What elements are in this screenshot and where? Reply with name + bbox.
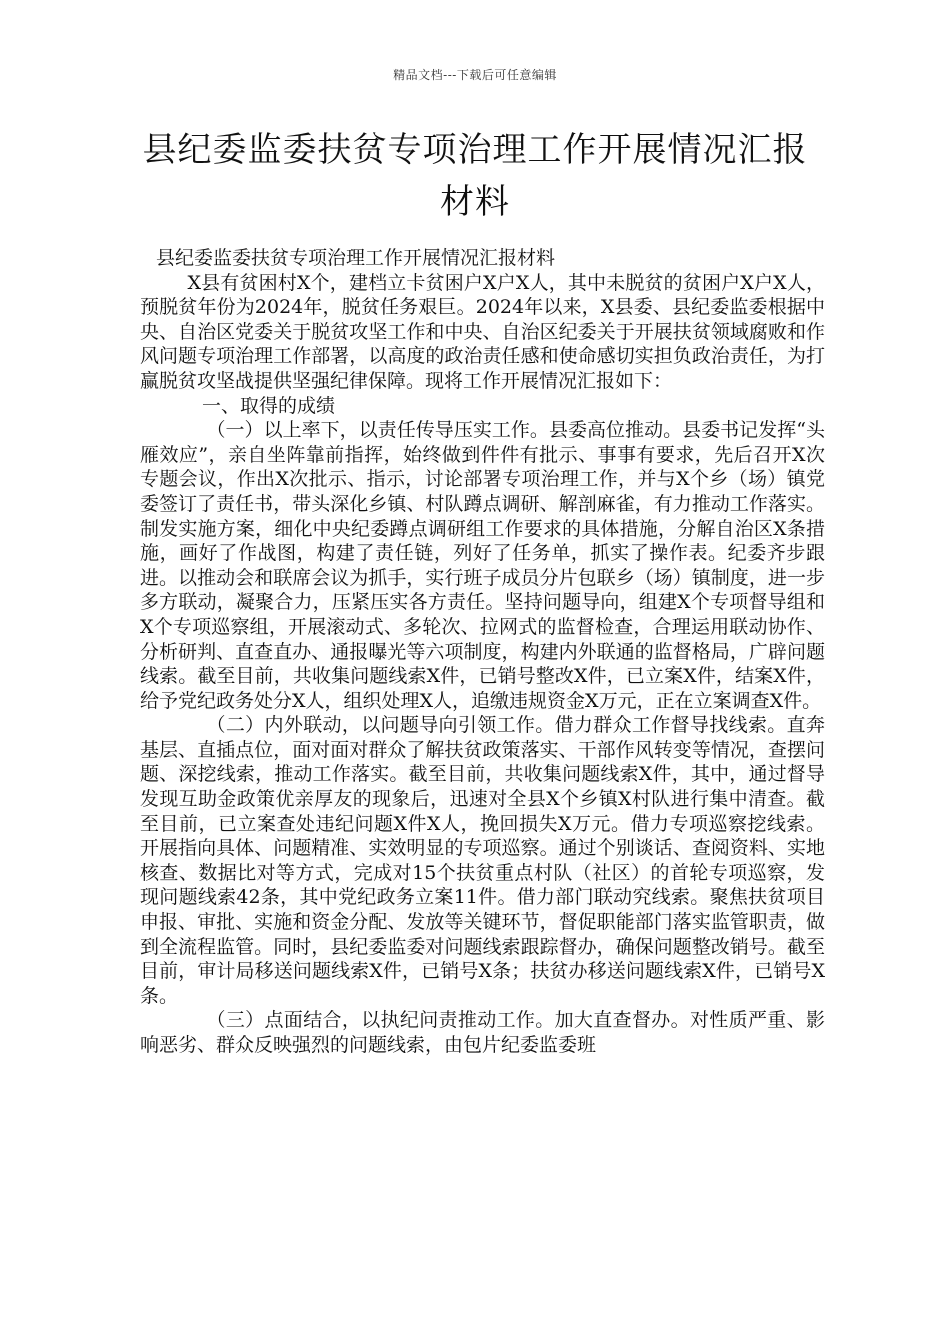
header-note: 精品文档---下载后可任意编辑 <box>393 68 557 82</box>
document-title: 县纪委监委扶贫专项治理工作开展情况汇报材料 <box>142 130 808 222</box>
document-subtitle: 县纪委监委扶贫专项治理工作开展情况汇报材料 <box>156 247 556 269</box>
paragraph-point-1: （一）以上率下，以责任传导压实工作。县委高位推动。县委书记发挥“头雁效应”，亲自坐阵靠前指挥，始终做到件件有批示、事事有要求，先后召开X次专题会议，作出X次批示、指示，讨论部署专项治理工作，并与X个乡（场）镇党委签订了责任书，带头深化乡镇、村队蹲点调研、解剖麻雀，有力推动工作落实。制发实施方案，细化中央纪委蹲点调研组工作要求的具体措施，分解自治区X条措施，画好了作战图，构建了责任链，列好了任务单，抓实了操作表。纪委齐步跟进。以推动会和联席会议为抓手，实行班子成员分片包联乡（场）镇制度，进一步多方联动，凝聚合力，压紧压实各方责任。坚持问题导向，组建X个专项督导组和X个专项巡察组，开展滚动式、多轮次、拉网式的监督检查，合理运用联动协作、分析研判、直查直办、通报曝光等六项制度，构建内外联通的监督格局，广辟问题线索。截至目前，共收集问题线索X件，已销号整改X件，已立案X件，结案X件，给予党纪政务处分X人，组织处理X人，追缴违规资金X万元，正在立案调查X件。 <box>140 419 825 712</box>
paragraph-point-2: （二）内外联动，以问题导向引领工作。借力群众工作督导找线索。直奔基层、直插点位，面对面对群众了解扶贫政策落实、干部作风转变等情况，查摆问题、深挖线索，推动工作落实。截至目前，共收集问题线索X件，其中，通过督导发现互助金政策优亲厚友的现象后，迅速对全县X个乡镇X村队进行集中清查。截至目前，已立案查处违纪问题X件X人，挽回损失X万元。借力专项巡察挖线索。开展指向具体、问题精准、实效明显的专项巡察。通过个别谈话、查阅资料、实地核查、数据比对等方式，完成对15个扶贫重点村队（社区）的首轮专项巡察，发现问题线索42条，其中党纪政务立案11件。借力部门联动究线索。聚焦扶贫项目申报、审批、实施和资金分配、发放等关键环节，督促职能部门落实监管职责，做到全流程监管。同时，县纪委监委对问题线索跟踪督办，确保问题整改销号。截至目前，审计局移送问题线索X件，已销号X条；扶贫办移送问题线索X件，已销号X条。 <box>140 714 825 1007</box>
paragraph-intro: X县有贫困村X个，建档立卡贫困户X户X人，其中未脱贫的贫困户X户X人，预脱贫年份为2024年，脱贫任务艰巨。2024年以来，X县委、县纪委监委根据中央、自治区党委关于脱贫攻坚工作和中央、自治区纪委关于开展扶贫领域腐败和作风问题专项治理工作部署，以高度的政治责任感和使命感切实担负政治责任，为打赢脱贫攻坚战提供坚强纪律保障。现将工作开展情况汇报如下： <box>140 271 825 392</box>
paragraph-point-3: （三）点面结合，以执纪问责推动工作。加大直查督办。对性质严重、影响恶劣、群众反映强烈的问题线索，由包片纪委监委班 <box>140 1009 825 1056</box>
section-heading-achievements: 一、取得的成绩 <box>202 394 336 417</box>
document-body <box>140 246 825 1058</box>
